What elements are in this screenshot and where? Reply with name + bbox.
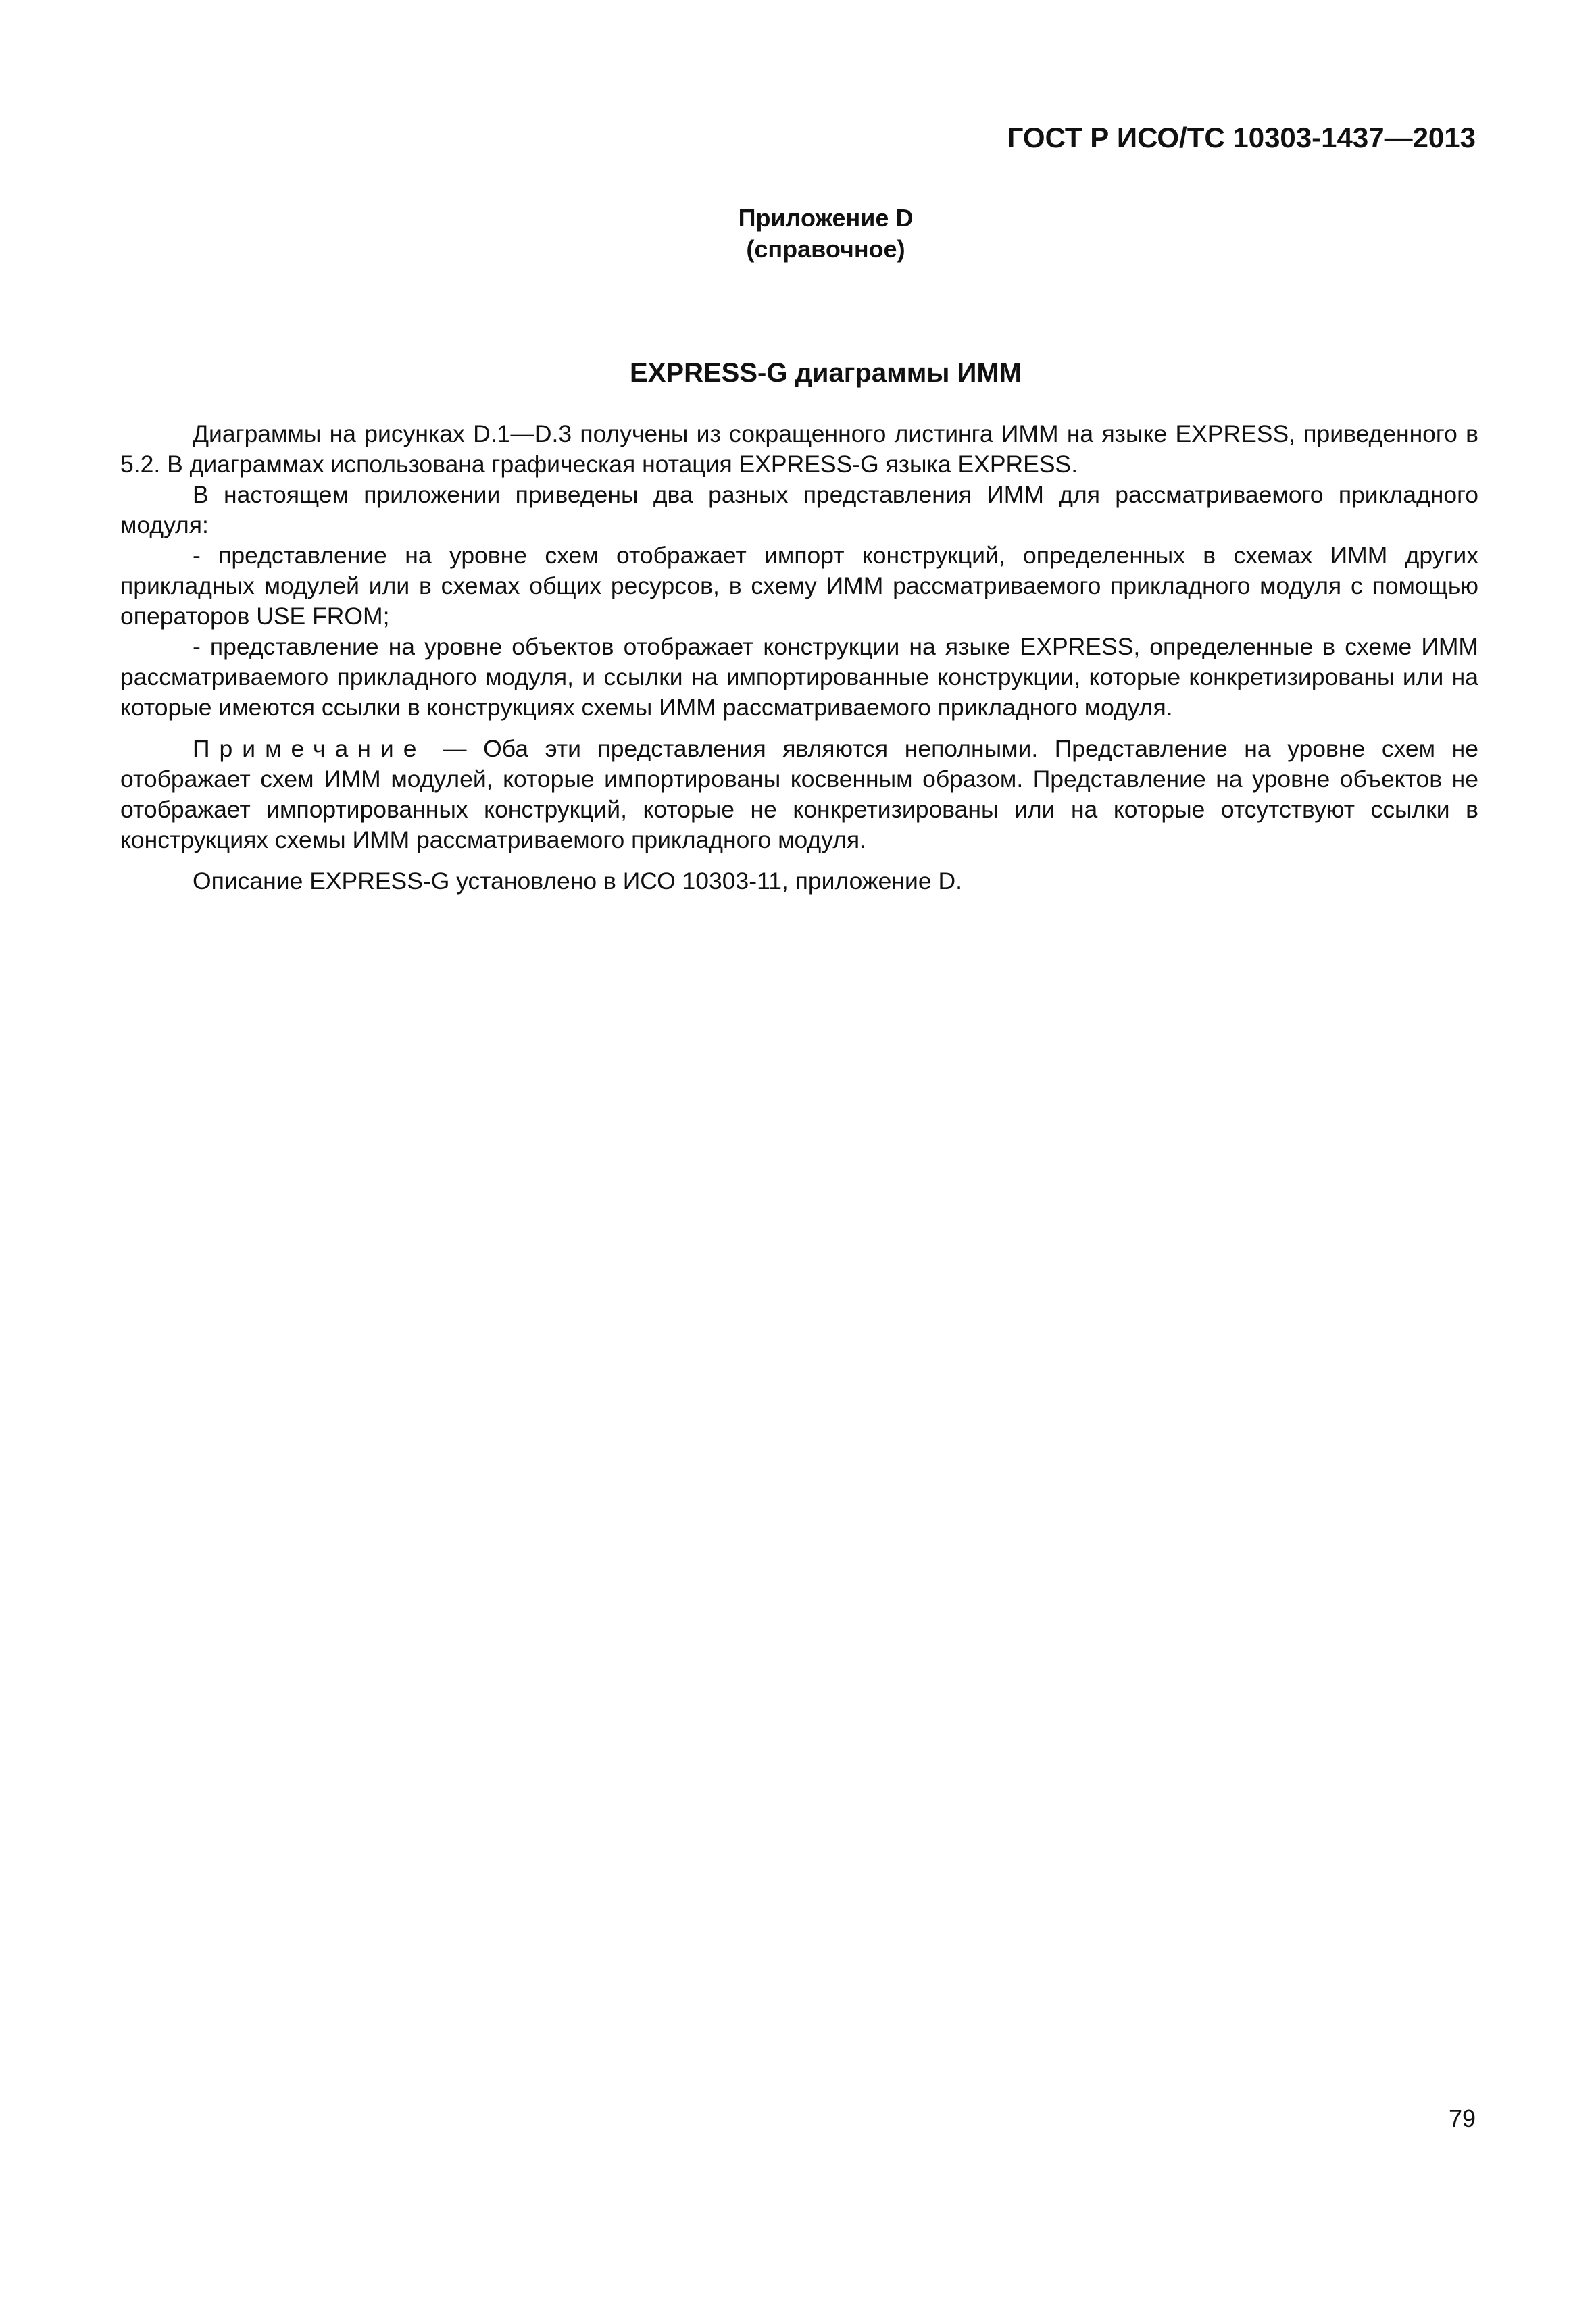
- annex-title: Приложение D: [738, 204, 914, 232]
- page-number: 79: [1448, 2105, 1476, 2132]
- annex-heading: [0, 203, 1596, 265]
- body-text: [120, 419, 1478, 897]
- paragraph-schema-level: - представление на уровне схем отображает импорт конструкций, определенных в схемах ИММ других прикладных модулей или в схемах общих ресурсов, в схему ИММ рассматриваемого прикладного модуля с помощью операторов USE FROM;: [120, 542, 1478, 630]
- note-text: — Оба эти представления являются неполными. Представление на уровне схем не отображает схем ИММ модулей, которые импортированы косвенным образом. Представление на уровне объектов не отображает импортированных конструкций, которые не конкретизированы или на которые отсутствуют ссылки в конструкциях схемы ИММ рассматриваемого прикладного модуля.: [120, 735, 1478, 853]
- paragraph-description: Описание EXPRESS-G установлено в ИСО 10303-11, приложение D.: [193, 867, 962, 895]
- paragraph-representations: В настоящем приложении приведены два разных представления ИММ для рассматриваемого прикладного модуля:: [120, 481, 1478, 538]
- paragraph-entity-level: - представление на уровне объектов отображает конструкции на языке EXPRESS, определенные в схеме ИММ рассматриваемого прикладного модуля, и ссылки на импортированные конструкции, которые конкретизированы или на которые имеются ссылки в конструкциях схемы ИММ рассматриваемого прикладного модуля.: [120, 633, 1478, 721]
- note-paragraph: [120, 734, 1478, 855]
- section-title-text: EXPRESS-G диаграммы ИММ: [630, 358, 1022, 388]
- section-title: [0, 358, 1596, 388]
- standard-code-header: ГОСТ Р ИСО/ТС 10303-1437—2013: [1007, 122, 1476, 153]
- annex-type: (справочное): [746, 235, 905, 263]
- paragraph-intro: Диаграммы на рисунках D.1—D.3 получены из сокращенного листинга ИММ на языке EXPRESS, приведенного в 5.2. В диаграммах использована графическая нотация EXPRESS-G языка EXPRESS.: [120, 420, 1478, 478]
- note-label: Примечание: [193, 735, 426, 762]
